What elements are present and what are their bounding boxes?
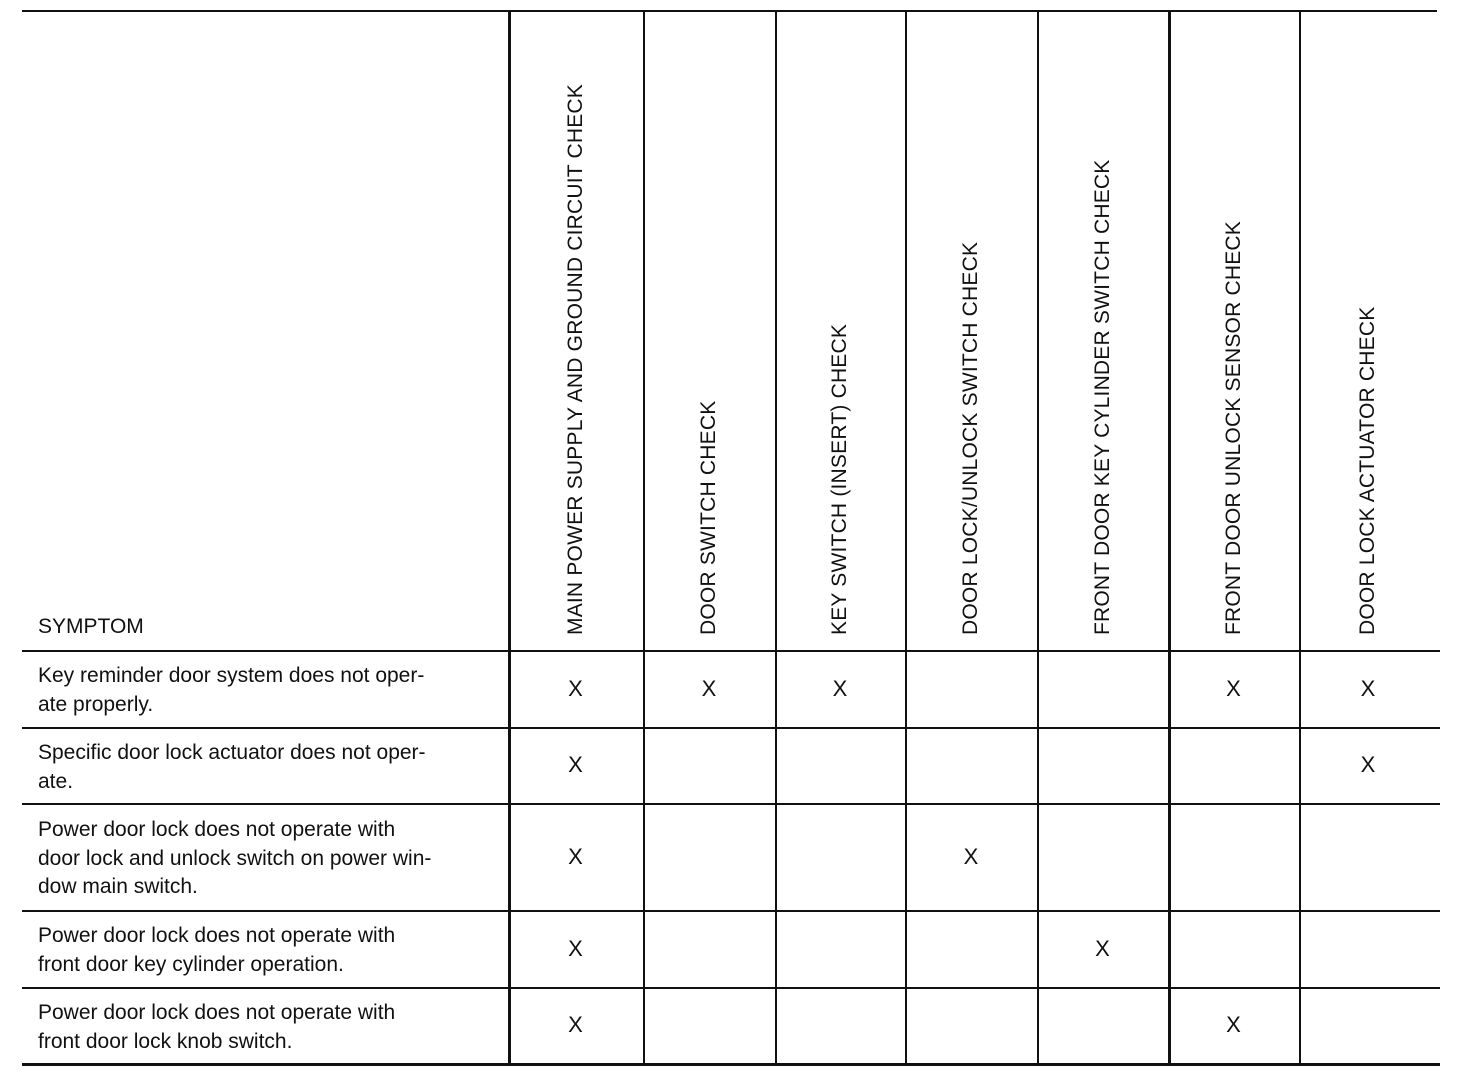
check-mark: X (568, 675, 583, 701)
symptom-text-line: ate properly. (38, 692, 154, 716)
column-header: FRONT DOOR KEY CYLINDER SWITCH CHECK (1090, 159, 1114, 635)
check-mark: X (1226, 1012, 1241, 1037)
symptom-cell (38, 739, 498, 796)
check-mark: X (1360, 752, 1376, 777)
row-divider (22, 987, 1440, 989)
column-divider (643, 10, 645, 1065)
check-mark: X (568, 752, 583, 777)
column-header: FRONT DOOR UNLOCK SENSOR CHECK (1221, 221, 1245, 635)
column-divider (508, 10, 511, 1065)
check-mark: X (963, 843, 979, 869)
row-divider (22, 650, 1440, 652)
column-header: KEY SWITCH (INSERT) CHECK (828, 323, 851, 635)
column-header: DOOR LOCK ACTUATOR CHECK (1356, 306, 1379, 635)
bottom-rule (22, 1063, 1440, 1066)
check-mark: X (568, 935, 583, 961)
top-rule (22, 10, 1437, 12)
symptom-text-line: front door key cylinder operation. (38, 952, 344, 976)
check-mark: X (568, 843, 583, 869)
symptom-text-line: ate. (38, 769, 74, 793)
column-divider (775, 10, 777, 1065)
column-divider (905, 10, 907, 1065)
check-mark: X (832, 675, 848, 701)
column-divider (1168, 10, 1171, 1065)
check-mark: X (568, 1012, 583, 1037)
check-mark: X (1095, 935, 1110, 961)
symptom-cell (38, 662, 498, 719)
symptom-text-line: door lock and unlock switch on power win- (38, 846, 432, 870)
symptom-header: SYMPTOM (38, 615, 144, 638)
symptom-cell (38, 999, 498, 1056)
row-divider (22, 803, 1440, 805)
check-mark: X (1360, 675, 1376, 701)
symptom-text-line: Key reminder door system does not oper- (38, 664, 425, 687)
symptom-text-line: front door lock knob switch. (38, 1029, 293, 1053)
row-divider (22, 727, 1440, 729)
column-header: MAIN POWER SUPPLY AND GROUND CIRCUIT CHECK (563, 84, 587, 635)
symptom-cell (38, 922, 498, 979)
symptom-cell (38, 816, 498, 902)
check-mark: X (701, 675, 717, 701)
symptom-text-line: Power door lock does not operate with (38, 818, 396, 841)
check-mark: X (1226, 675, 1241, 701)
row-divider (22, 910, 1440, 912)
symptom-text-line: Power door lock does not operate with (38, 924, 396, 947)
column-header: DOOR LOCK/UNLOCK SWITCH CHECK (959, 241, 982, 635)
column-divider (1299, 10, 1301, 1065)
symptom-text-line: Power door lock does not operate with (38, 1001, 396, 1024)
column-header: DOOR SWITCH CHECK (697, 400, 720, 635)
symptom-text-line: dow main switch. (38, 875, 198, 898)
column-divider (1037, 10, 1039, 1065)
symptom-text-line: Specific door lock actuator does not oper- (38, 741, 426, 764)
